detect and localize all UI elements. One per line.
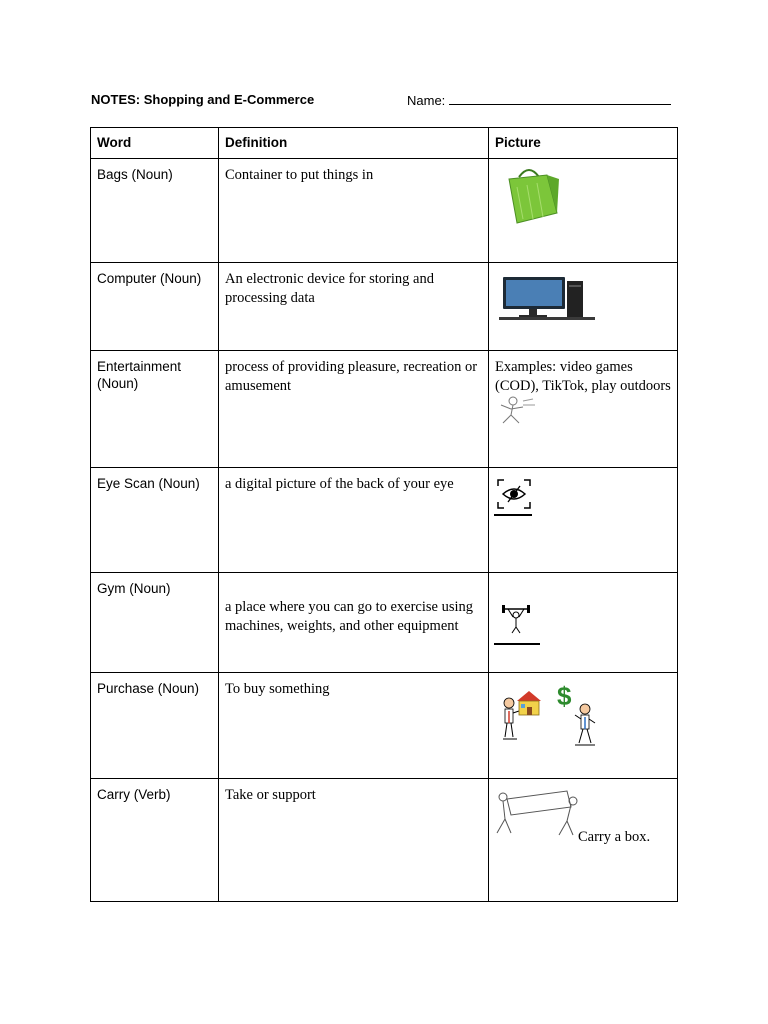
stick-figure-running-image bbox=[495, 395, 539, 427]
word-cell: Eye Scan (Noun) bbox=[91, 468, 219, 573]
shopping-bag-image bbox=[505, 167, 575, 231]
picture-cell bbox=[489, 779, 678, 902]
word-cell: Gym (Noun) bbox=[91, 573, 219, 673]
table-row bbox=[91, 673, 678, 779]
column-header-definition: Definition bbox=[219, 128, 489, 159]
page-title: NOTES: Shopping and E-Commerce bbox=[91, 92, 315, 107]
table-row bbox=[91, 573, 678, 673]
definition-cell: a place where you can go to exercise using machines, weights, and other equipment bbox=[219, 573, 489, 673]
column-header-picture: Picture bbox=[489, 128, 678, 159]
word-cell: Purchase (Noun) bbox=[91, 673, 219, 779]
table-row bbox=[91, 779, 678, 902]
desktop-computer-image bbox=[497, 275, 607, 325]
word-cell: Carry (Verb) bbox=[91, 779, 219, 902]
entertainment-examples: Examples: video games (COD), TikTok, play outdoors bbox=[495, 359, 671, 394]
table-row bbox=[91, 468, 678, 573]
weightlifter-image bbox=[494, 601, 544, 649]
picture-cell bbox=[489, 263, 678, 351]
picture-cell bbox=[489, 468, 678, 573]
table-row bbox=[91, 351, 678, 468]
table-row bbox=[91, 263, 678, 351]
word-cell: Entertainment (Noun) bbox=[91, 351, 219, 468]
word-cell: Bags (Noun) bbox=[91, 159, 219, 263]
definition-cell: An electronic device for storing and processing data bbox=[219, 263, 489, 351]
carry-box-image bbox=[493, 789, 583, 845]
eye-scan-image bbox=[494, 476, 538, 520]
table-row bbox=[91, 159, 678, 263]
svg-text:$: $ bbox=[557, 683, 572, 711]
definition-cell: a digital picture of the back of your eye bbox=[219, 468, 489, 573]
name-field bbox=[407, 92, 671, 108]
picture-cell bbox=[489, 159, 678, 263]
picture-cell bbox=[489, 673, 678, 779]
name-label: Name: bbox=[407, 93, 446, 108]
name-blank-line bbox=[449, 92, 671, 105]
picture-cell bbox=[489, 573, 678, 673]
carry-caption: Carry a box. bbox=[578, 829, 651, 845]
definition-cell: Container to put things in bbox=[219, 159, 489, 263]
table-header-row bbox=[91, 128, 678, 159]
vocabulary-table bbox=[90, 127, 678, 902]
definition-cell: process of providing pleasure, recreation or amusement bbox=[219, 351, 489, 468]
picture-cell bbox=[489, 351, 678, 468]
definition-cell: Take or support bbox=[219, 779, 489, 902]
word-cell: Computer (Noun) bbox=[91, 263, 219, 351]
definition-cell: To buy something bbox=[219, 673, 489, 779]
column-header-word: Word bbox=[91, 128, 219, 159]
purchase-house-money-image bbox=[497, 683, 609, 753]
